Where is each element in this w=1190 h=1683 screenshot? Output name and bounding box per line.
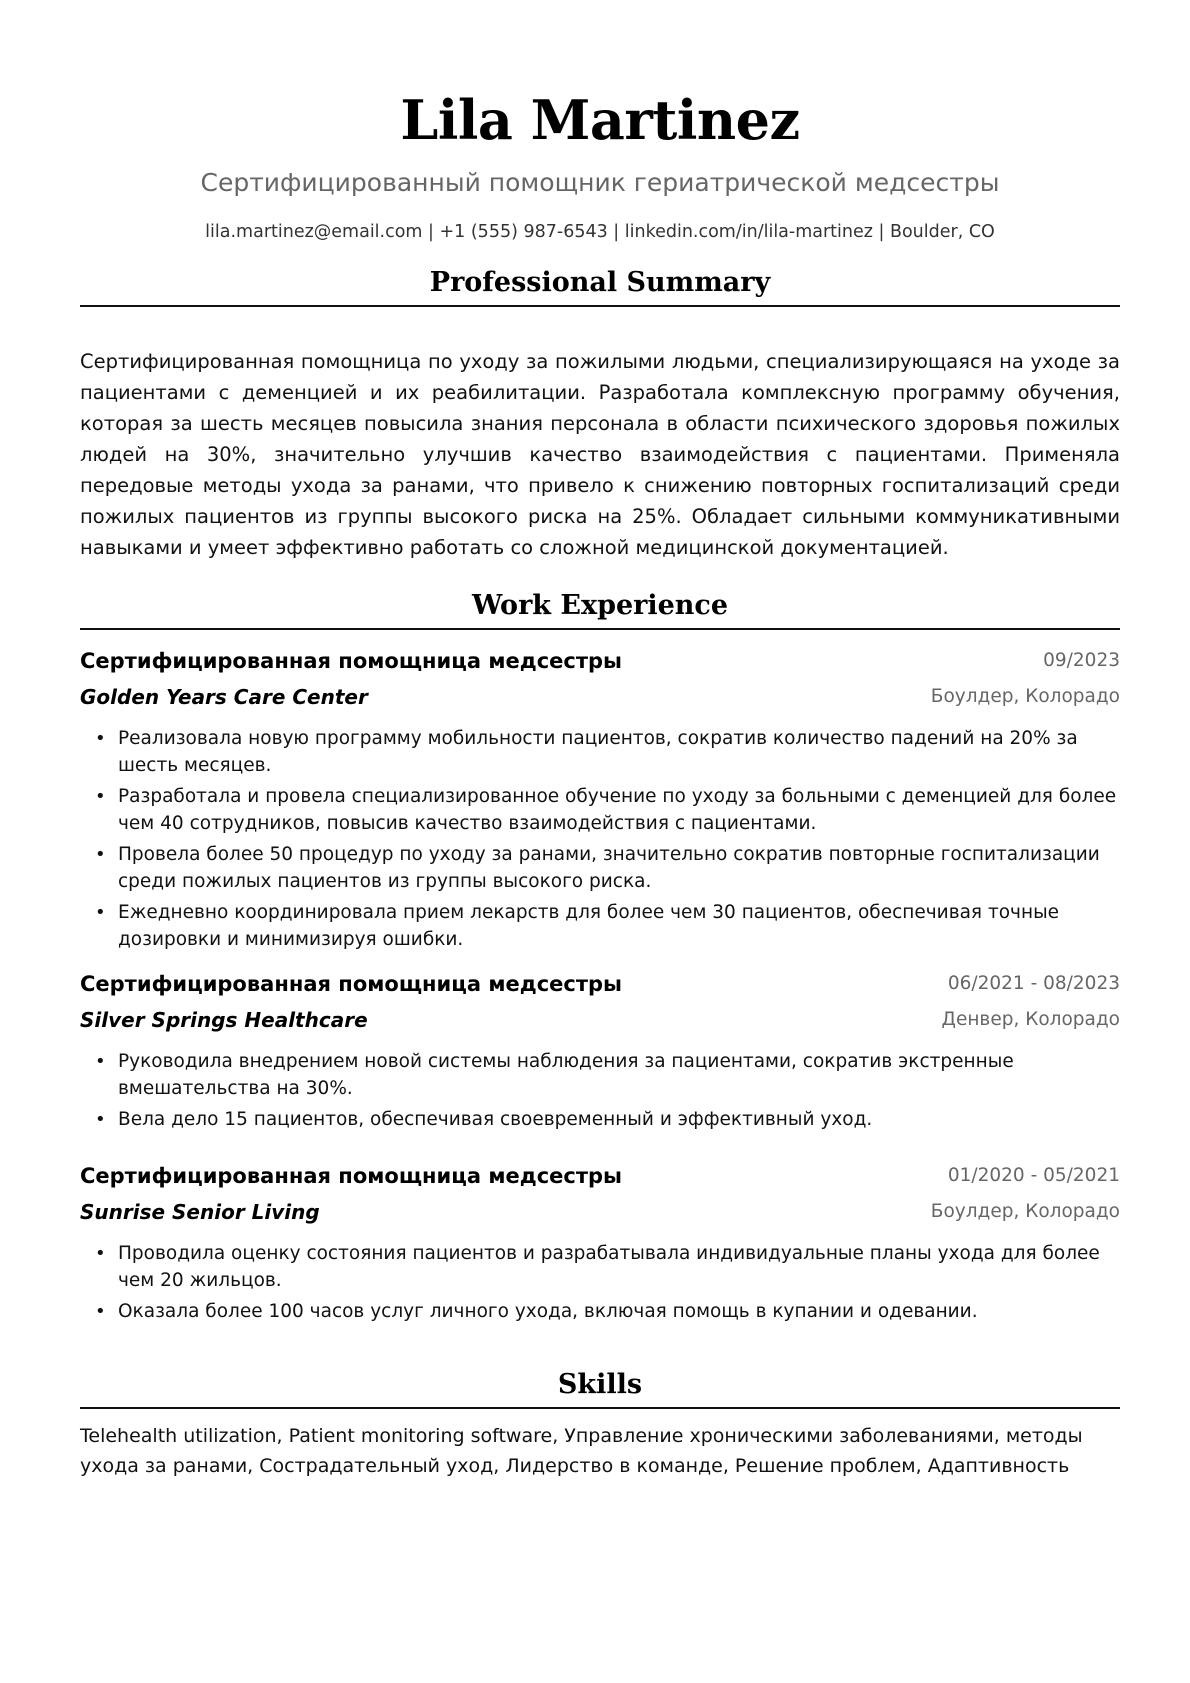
list-item [80,1298,1120,1325]
list-item [80,899,1120,953]
list-item [80,1048,1120,1102]
job-subheader [80,1002,1120,1038]
job-dates: 06/2021 - 08/2023 [947,973,1120,994]
job-title: Сертифицированная помощница медсестры [80,649,623,673]
list-item [80,1106,1120,1133]
list-item [80,783,1120,837]
job-dates: 01/2020 - 05/2021 [947,1165,1120,1186]
job-entry [80,643,1120,957]
summary-divider [80,305,1120,307]
candidate-headline: Сертифицированный помощник гериатрической медсестры [200,168,1000,197]
bullet-icon: • [95,1051,106,1072]
job-bullets [80,725,1120,953]
bullet-icon: • [95,1109,106,1130]
bullet-icon: • [95,1243,106,1264]
bullet-icon: • [95,728,106,749]
job-company: Silver Springs Healthcare [80,1008,368,1032]
job-entry [80,966,1120,1137]
job-location: Денвер, Колорадо [941,1009,1120,1030]
job-title: Сертифицированная помощница медсестры [80,1164,623,1188]
job-title: Сертифицированная помощница медсестры [80,972,623,996]
bullet-text: Руководила внедрением новой системы наблюдения за пациентами, сократив экстренные вмешательства на 30%. [118,1051,1014,1099]
bullet-text: Разработала и провела специализированное обучение по уходу за больными с деменцией для более чем 40 сотрудников, повысив качество взаимодействия с пациентами. [118,786,1117,834]
contact-line: lila.martinez@email.com | +1 (555) 987-6543 | linkedin.com/in/lila-martinez | Boulder, CO [205,222,995,242]
job-subheader [80,1194,1120,1230]
job-company: Golden Years Care Center [80,685,368,709]
job-subheader [80,679,1120,715]
candidate-name: Lila Martinez [400,88,800,152]
list-item [80,841,1120,895]
bullet-text: Проводила оценку состояния пациентов и разрабатывала индивидуальные планы ухода для более чем 20 жильцов. [118,1243,1100,1291]
job-entry [80,1158,1120,1329]
list-item [80,1240,1120,1294]
bullet-icon: • [95,786,106,807]
skills-heading: Skills [557,1369,643,1400]
experience-divider [80,628,1120,630]
job-header [80,966,1120,1002]
summary-text: Сертифицированная помощница по уходу за пожилыми людьми, специализирующаяся на уходе за пациентами с деменцией и их реабилитации. Разработала комплексную программу обучения, которая за шесть месяцев повысила знания персонала в области психического здоровья пожилых людей на 30%, значительно улучшив качество взаимодействия с пациентами. Применяла передовые методы ухода за ранами, что привело к снижению повторных госпитализаций среди пожилых пациентов из группы высокого риска на 25%. Обладает сильными коммуникативными навыками и умеет эффективно работать со сложной медицинской документацией. [80,350,1120,559]
bullet-icon: • [95,844,106,865]
bullet-text: Провела более 50 процедур по уходу за ранами, значительно сократив повторные госпитализации среди пожилых пациентов из группы высокого риска. [118,844,1100,892]
bullet-text: Ежедневно координировала прием лекарств для более чем 30 пациентов, обеспечивая точные дозировки и минимизируя ошибки. [118,902,1060,950]
bullet-text: Оказала более 100 часов услуг личного ухода, включая помощь в купании и одевании. [118,1301,978,1322]
job-bullets [80,1240,1120,1325]
bullet-text: Реализовала новую программу мобильности пациентов, сократив количество падений на 20% за шесть месяцев. [118,728,1078,776]
bullet-text: Вела дело 15 пациентов, обеспечивая своевременный и эффективный уход. [118,1109,873,1130]
job-header [80,1158,1120,1194]
job-company: Sunrise Senior Living [80,1200,320,1224]
summary-heading: Professional Summary [429,267,771,298]
job-header [80,643,1120,679]
job-bullets [80,1048,1120,1133]
job-dates: 09/2023 [1043,650,1120,671]
job-location: Боулдер, Колорадо [930,1201,1120,1222]
list-item [80,725,1120,779]
skills-text: Telehealth utilization, Patient monitoring software, Управление хроническими заболеваниями, методы ухода за ранами, Сострадательный уход, Лидерство в команде, Решение проблем, Адаптивность [80,1425,1083,1477]
job-location: Боулдер, Колорадо [930,686,1120,707]
experience-heading: Work Experience [471,590,729,621]
skills-divider [80,1407,1120,1409]
bullet-icon: • [95,902,106,923]
bullet-icon: • [95,1301,106,1322]
